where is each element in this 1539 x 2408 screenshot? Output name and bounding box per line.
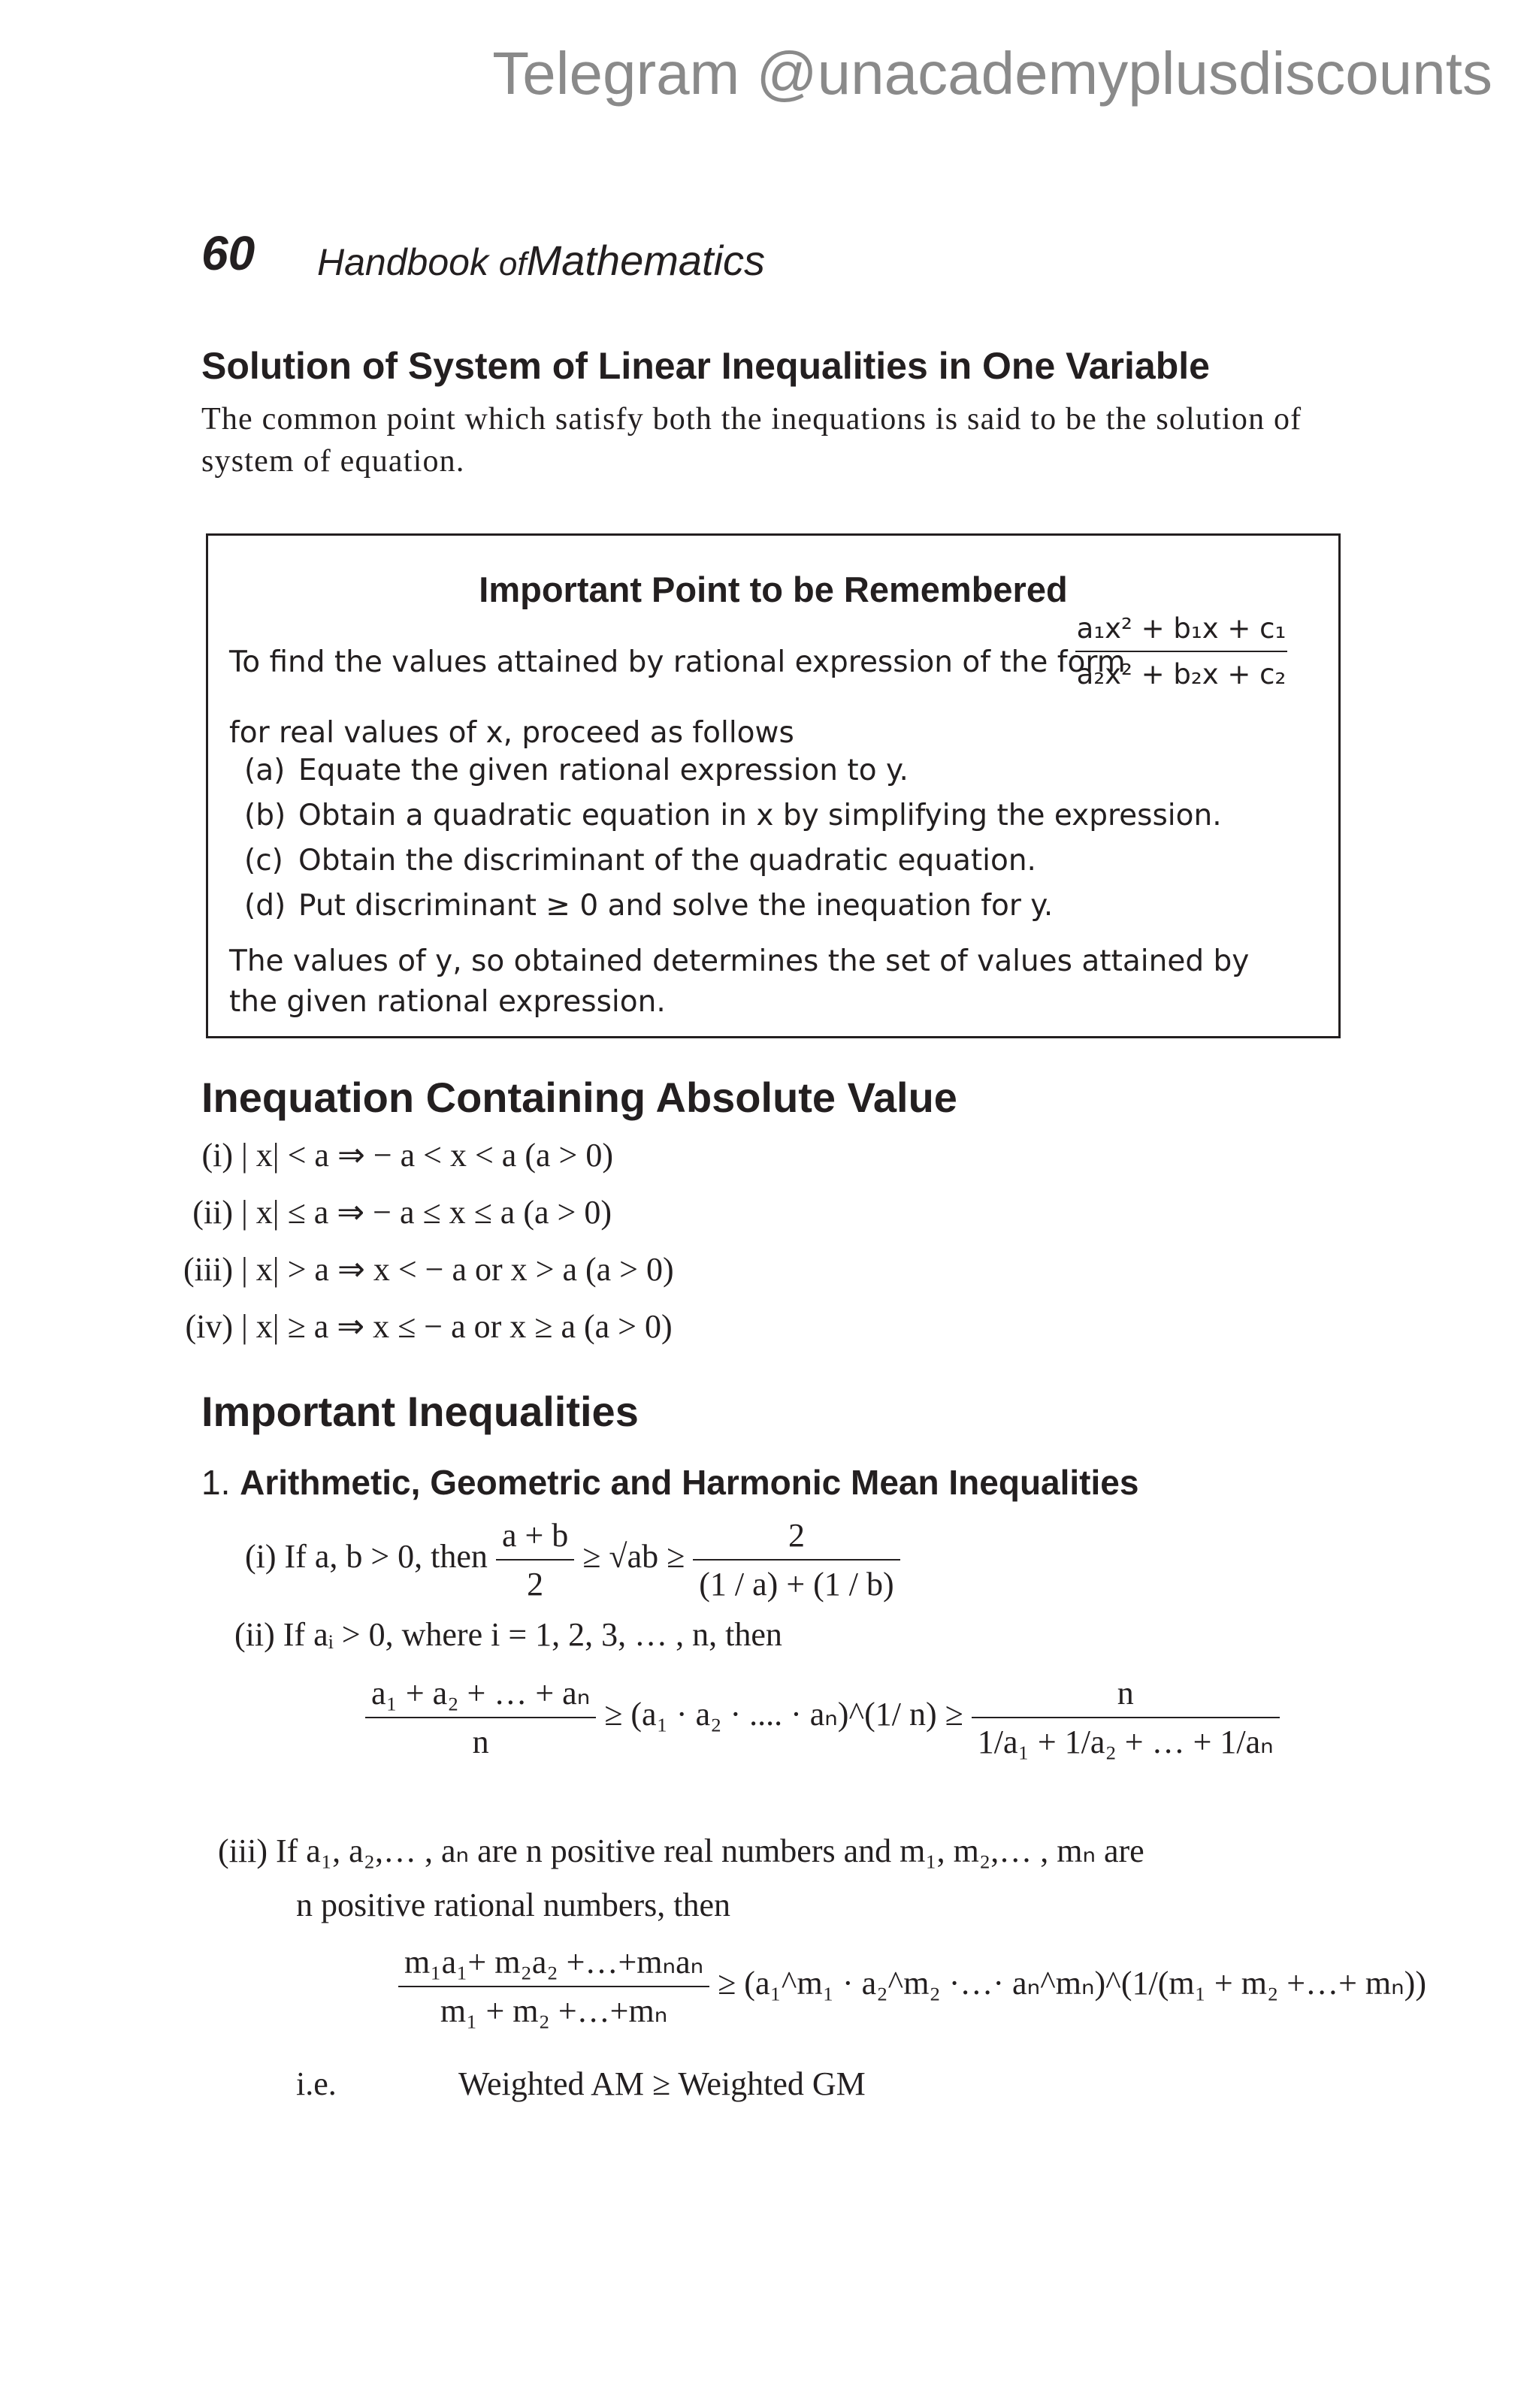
hm-n-denominator: 1/a₁ + 1/a₂ + … + 1/aₙ	[977, 1724, 1274, 1760]
item-text: | x| ≥ a ⇒ x ≤ − a or x ≥ a (a > 0)	[241, 1308, 673, 1345]
item-label: (i)	[201, 1137, 233, 1174]
book-title-part1: Handbook	[317, 241, 488, 283]
section-heading-linear-inequalities: Solution of System of Linear Inequalities in One Variable	[201, 345, 1210, 387]
box-step-b	[244, 799, 1222, 832]
section-heading-absolute-value: Inequation Containing Absolute Value	[201, 1074, 957, 1121]
gm-part: ≥ √ab ≥	[582, 1538, 685, 1576]
book-title-part2: of	[498, 246, 527, 282]
abs-item-ii	[143, 1193, 612, 1231]
sub-title: Arithmetic, Geometric and Harmonic Mean Inequalities	[240, 1463, 1139, 1502]
item-text: | x| ≤ a ⇒ − a ≤ x ≤ a (a > 0)	[241, 1194, 612, 1231]
rational-expression-fraction	[1075, 612, 1287, 690]
step-text: Obtain a quadratic equation in x by simplifying the expression.	[298, 799, 1222, 832]
text-ii: If aᵢ > 0, where i = 1, 2, 3, … , n, then	[283, 1616, 782, 1653]
text-iii-1: If a₁, a₂,… , aₙ are n positive real numbers and m₁, m₂,… , mₙ are	[275, 1832, 1144, 1869]
page-number: 60	[201, 226, 255, 280]
step-text: Equate the given rational expression to y.	[298, 754, 909, 787]
inequality-ii-formula	[365, 1674, 1280, 1761]
am-numerator: a + b	[496, 1516, 574, 1561]
inequality-iii-line1	[218, 1832, 1144, 1870]
hm-numerator: 2	[693, 1516, 900, 1561]
abs-item-i	[143, 1136, 613, 1174]
ie-text: Weighted AM ≥ Weighted GM	[458, 2065, 866, 2102]
label-i: (i)	[245, 1538, 277, 1576]
important-point-box	[206, 533, 1341, 1038]
abs-item-iii	[143, 1250, 674, 1289]
box-step-d	[244, 889, 1053, 923]
hm-fraction	[693, 1516, 900, 1603]
section-heading-important-inequalities: Important Inequalities	[201, 1388, 639, 1435]
label-ii: (ii)	[234, 1616, 275, 1653]
step-text: Put discriminant ≥ 0 and solve the inequation for y.	[298, 889, 1054, 923]
am-denominator: 2	[527, 1566, 544, 1603]
label-iii: (iii)	[218, 1832, 268, 1869]
am-fraction	[496, 1516, 574, 1603]
am-n-fraction	[365, 1674, 596, 1761]
weighted-am-denominator: m₁ + m₂ +…+mₙ	[440, 1993, 668, 2029]
ie-label: i.e.	[296, 2065, 337, 2102]
box-intro: To find the values attained by rational expression of the form	[229, 645, 1126, 679]
box-title: Important Point to be Remembered	[479, 570, 1068, 609]
step-label: (d)	[244, 889, 286, 923]
watermark: Telegram @unacademyplusdiscounts	[492, 40, 1492, 107]
hm-n-numerator: n	[972, 1674, 1280, 1718]
inequality-i	[245, 1516, 900, 1603]
subheading-am-gm-hm	[201, 1462, 1138, 1503]
box-step-a	[244, 754, 909, 787]
weighted-am-numerator: m₁a₁+ m₂a₂ +…+mₙaₙ	[398, 1943, 709, 1987]
step-label: (b)	[244, 799, 286, 832]
weighted-am-fraction	[398, 1943, 709, 2030]
step-text: Obtain the discriminant of the quadratic equation.	[298, 844, 1036, 878]
hm-n-fraction	[972, 1674, 1280, 1761]
hm-denominator: (1 / a) + (1 / b)	[699, 1566, 894, 1603]
abs-item-iv	[143, 1307, 673, 1346]
item-text: | x| < a ⇒ − a < x < a (a > 0)	[241, 1137, 613, 1174]
item-label: (iv)	[185, 1308, 233, 1345]
gm-n-part: ≥ (a₁ · a₂ · .... · aₙ)^(1/ n) ≥	[604, 1696, 963, 1733]
box-step-c	[244, 844, 1036, 878]
weighted-gm-part: ≥ (a₁^m₁ · a₂^m₂ ·…· aₙ^mₙ)^(1/(m₁ + m₂ +…+ mₙ))	[718, 1965, 1426, 2002]
fraction-denominator: a₂x² + b₂x + c₂	[1076, 658, 1287, 690]
inequality-ii	[234, 1615, 782, 1654]
text-i: If a, b > 0, then	[284, 1538, 488, 1576]
step-label: (c)	[244, 844, 283, 878]
box-conclusion: The values of y, so obtained determines the set of values attained by the given rational expression.	[229, 944, 1250, 1019]
fraction-numerator: a₁x² + b₁x + c₁	[1075, 612, 1287, 652]
item-text: | x| > a ⇒ x < − a or x > a (a > 0)	[241, 1251, 674, 1288]
step-label: (a)	[244, 754, 286, 787]
item-label: (ii)	[192, 1194, 233, 1231]
box-intro2: for real values of x, proceed as follows	[229, 716, 794, 750]
inequality-iii-line2: n positive rational numbers, then	[296, 1887, 730, 1923]
sub-number: 1.	[201, 1463, 231, 1502]
am-n-numerator: a₁ + a₂ + … + aₙ	[365, 1674, 596, 1718]
book-title	[317, 236, 765, 285]
section-paragraph: The common point which satisfy both the inequations is said to be the solution of system of equation.	[201, 402, 1302, 479]
book-title-part3: Mathematics	[526, 237, 766, 284]
inequality-iii-formula	[398, 1943, 1426, 2030]
item-label: (iii)	[183, 1251, 233, 1288]
am-n-denominator: n	[472, 1724, 489, 1760]
